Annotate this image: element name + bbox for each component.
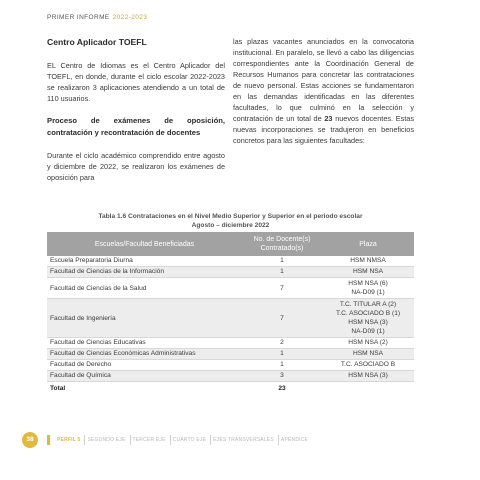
cell-escuela: Facultad de Ingeniería	[47, 299, 242, 338]
nav-item[interactable]: CUARTO EJE	[170, 435, 209, 445]
cell-escuela: Facultad de Ciencias de la Información	[47, 267, 242, 278]
table-caption-line2: Agosto – diciembre 2022	[191, 222, 270, 229]
cell-plaza	[322, 267, 414, 278]
plaza-line: HSM NSA (2)	[348, 339, 388, 346]
table-row	[47, 256, 414, 267]
page-number: 38	[22, 432, 38, 448]
cell-escuela: Facultad de Ciencias Económicas Administrativas	[47, 349, 242, 360]
cell-escuela: Facultad de Ciencias Educativas	[47, 338, 242, 349]
nav-item[interactable]: APÉNDICE	[278, 435, 310, 445]
page-footer	[0, 432, 480, 450]
header-escuelas: Escuelas/Facultad Beneficiadas	[47, 232, 242, 256]
cell-plaza	[322, 349, 414, 360]
plaza-line: T.C. TITULAR A (2)	[339, 301, 397, 308]
header-year: 2022-2023	[112, 14, 148, 21]
cell-docentes: 2	[242, 338, 322, 349]
table-body	[47, 256, 414, 396]
cell-docentes: 1	[242, 360, 322, 371]
nav-item[interactable]: PERFIL 5	[57, 437, 81, 443]
total-label: Total	[47, 382, 242, 396]
paragraph-oposicion: Durante el ciclo académico comprendido entre agosto y diciembre de 2022, se realizaron los exámenes de oposición para	[47, 151, 225, 182]
cell-docentes: 3	[242, 371, 322, 382]
table-row	[47, 267, 414, 278]
subsection-title: Proceso de exámenes de oposición, contratación y recontratación de docentes	[47, 116, 225, 137]
cell-docentes: 1	[242, 267, 322, 278]
plaza-line: HSM NSA (3)	[348, 372, 388, 379]
cell-plaza	[322, 299, 414, 338]
cell-escuela: Facultad de Derecho	[47, 360, 242, 371]
nav-item[interactable]: EJES TRANSVERSALES	[210, 435, 276, 445]
plaza-line: T.C. ASOCIADO B (1)	[335, 310, 401, 317]
nav-item[interactable]: TERCER EJE	[130, 435, 168, 445]
total-value: 23	[242, 382, 322, 396]
paragraph-total-bold: 23	[324, 114, 333, 123]
left-column	[47, 36, 225, 183]
plaza-line: HSM NSA	[352, 350, 384, 357]
table-row	[47, 360, 414, 371]
paragraph-contrataciones	[233, 36, 414, 146]
cell-escuela: Facultad de Ciencias de la Salud	[47, 278, 242, 299]
table-caption-line1: Tabla 1.6 Contrataciones en el Nivel Medio Superior y Superior en el periodo escolar	[98, 213, 363, 220]
plaza-line: HSM NMSA	[350, 257, 386, 264]
total-empty	[322, 382, 414, 396]
cell-docentes: 1	[242, 256, 322, 267]
nav-item[interactable]: SEGUNDO EJE	[84, 435, 127, 445]
nav-accent-bar	[47, 435, 50, 445]
running-header	[47, 14, 147, 21]
cell-docentes: 7	[242, 278, 322, 299]
plaza-line: HSM NSA (3)	[348, 319, 388, 326]
table-row	[47, 299, 414, 338]
cell-docentes: 7	[242, 299, 322, 338]
cell-plaza	[322, 338, 414, 349]
table-row	[47, 278, 414, 299]
header-docentes: No. de Docente(s) Contratado(s)	[242, 232, 322, 256]
cell-plaza	[322, 256, 414, 267]
table-row	[47, 349, 414, 360]
table-total-row	[47, 382, 414, 396]
header-plaza: Plaza	[322, 232, 414, 256]
section-nav	[47, 435, 310, 445]
paragraph-toefl: EL Centro de Idiomas es el Centro Aplicador del TOEFL, en donde, durante el ciclo escolar 2022-2023 se realizaron 3 aplicaciones atendiendo a un total de 110 usuarios.	[47, 61, 225, 103]
table-row	[47, 338, 414, 349]
plaza-line: NA-D09 (1)	[351, 328, 385, 335]
paragraph-text-before: las plazas vacantes anunciados en la convocatoria institucional. En paralelo, se llevó a cabo las diligencias correspondientes ante la Coordinación General de Recursos Humanos para concretar las contrataciones de nuevo personal. Estas acciones se fundamentaron en las demandas identificadas en las diferentes facultades, lo que culminó en la selección y contratación de un total de	[233, 37, 414, 123]
cell-plaza	[322, 360, 414, 371]
paragraph-text-after: nuevos docentes. Estas nuevas incorporaciones se tradujeron en beneficios concretos para las siguientes facultades:	[233, 114, 415, 145]
plaza-line: HSM NSA (6)	[348, 280, 388, 287]
section-title: Centro Aplicador TOEFL	[47, 37, 147, 47]
right-column	[233, 36, 414, 146]
table-row	[47, 371, 414, 382]
contrataciones-table	[47, 232, 414, 396]
table-header-row	[47, 232, 414, 256]
cell-escuela: Escuela Preparatoria Diurna	[47, 256, 242, 267]
cell-plaza	[322, 278, 414, 299]
plaza-line: T.C. ASOCIADO B	[340, 361, 396, 368]
cell-escuela: Facultad de Química	[47, 371, 242, 382]
plaza-line: HSM NSA	[352, 268, 384, 275]
cell-docentes: 1	[242, 349, 322, 360]
header-label: PRIMER INFORME	[47, 14, 110, 21]
cell-plaza	[322, 371, 414, 382]
table-caption	[47, 212, 414, 230]
plaza-line: NA-D09 (1)	[351, 289, 385, 296]
